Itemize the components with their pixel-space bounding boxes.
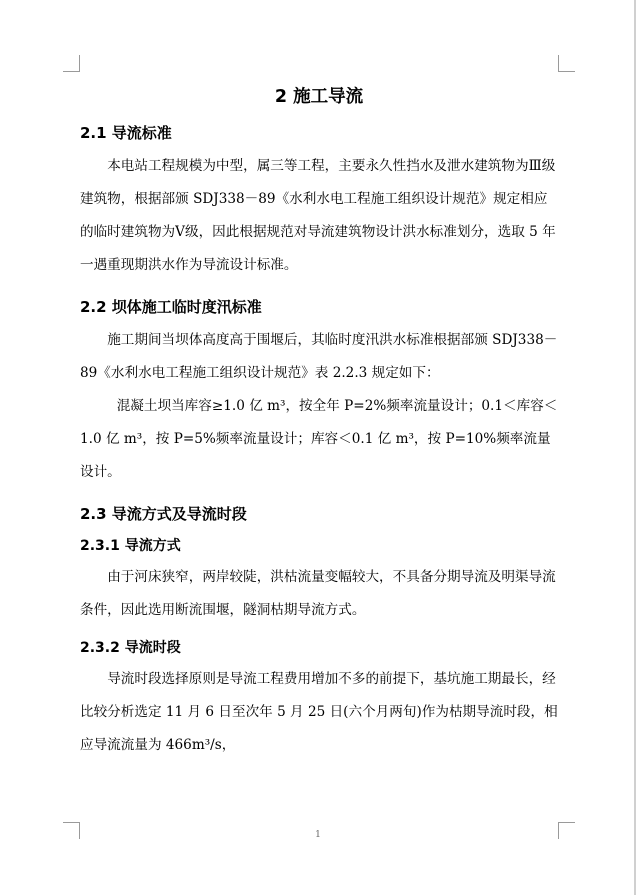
paragraph: 由于河床狭窄，两岸较陡，洪枯流量变幅较大，不具备分期导流及明渠导流条件，因此选用断流围堰，隧洞枯期导流方式。 bbox=[80, 569, 556, 618]
subsection-title-2-3-2: 2.3.2 导流时段 bbox=[80, 640, 181, 656]
paragraph: 本电站工程规模为中型，属三等工程，主要永久性挡水及泄水建筑物为Ⅲ级建筑物，根据部颁 SDJ338－89《水利水电工程施工组织设计规范》规定相应的临时建筑物为Ⅴ级，因此根据规范对导流建筑物设计洪水标准划分，选取 5 年一遇重现期洪水作为导流设计标准。 bbox=[80, 158, 556, 273]
paragraph: 施工期间当坝体高度高于围堰后，其临时度汛洪水标准根据部颁 SDJ338－89《水利水电工程施工组织设计规范》表 2.2.3 规定如下： bbox=[80, 332, 558, 381]
crop-mark-top-left bbox=[63, 55, 80, 72]
subsection-title-2-3-1: 2.3.1 导流方式 bbox=[80, 538, 181, 554]
document-body bbox=[80, 82, 558, 762]
section-title-2-2: 2.2 坝体施工临时度汛标准 bbox=[80, 298, 262, 316]
paragraph: 混凝土坝当库容≥1.0 亿 m³，按全年 P=2%频率流量设计；0.1＜库容＜1.0 亿 m³，按 P=5%频率流量设计；库容＜0.1 亿 m³，按 P=10%频率流量设计。 bbox=[80, 398, 558, 480]
section-title-2-3: 2.3 导流方式及导流时段 bbox=[80, 505, 247, 523]
crop-mark-top-right bbox=[558, 55, 575, 72]
chapter-title: 2 施工导流 bbox=[274, 87, 364, 107]
paragraph: 导流时段选择原则是导流工程费用增加不多的前提下，基坑施工期最长，经比较分析选定 11 月 6 日至次年 5 月 25 日(六个月两旬)作为枯期导流时段，相应导流流量为 466m³/s， bbox=[80, 671, 558, 753]
section-title-2-1: 2.1 导流标准 bbox=[80, 124, 172, 142]
page-number: 1 bbox=[315, 830, 321, 840]
